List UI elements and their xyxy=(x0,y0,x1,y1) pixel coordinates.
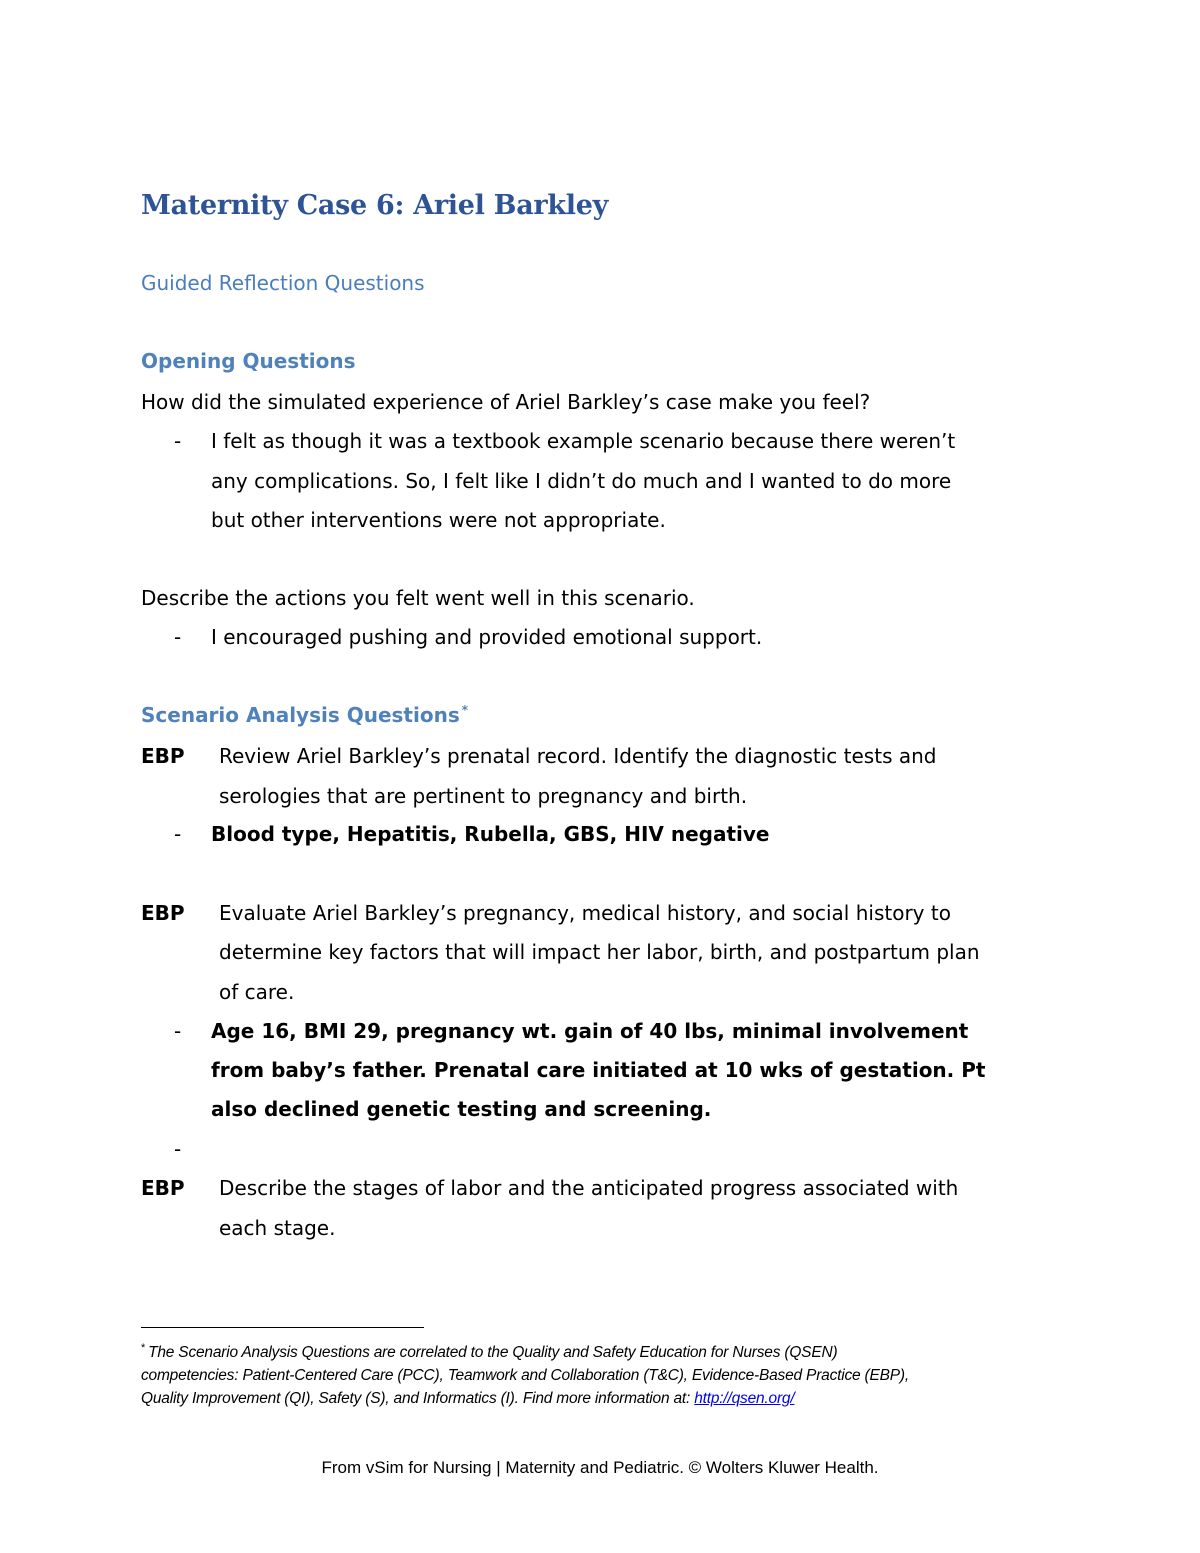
ebp-item-2-answer-line: from baby’s father. Prenatal care initiated at 10 wks of gestation. Pt xyxy=(211,1058,986,1082)
ebp-item-1-line: Review Ariel Barkley’s prenatal record. Identify the diagnostic tests and xyxy=(219,744,937,768)
analysis-heading-text: Scenario Analysis Questions xyxy=(141,703,460,727)
ebp-label: EBP xyxy=(141,901,185,925)
footnote-mark: * xyxy=(141,1341,146,1354)
ebp-item-2-line: of care. xyxy=(219,980,295,1004)
bullet-dash-empty: - xyxy=(174,1137,182,1161)
ebp-item-2-answer-line: also declined genetic testing and screening. xyxy=(211,1097,712,1121)
footnote-line: competencies: Patient-Centered Care (PCC), Teamwork and Collaboration (T&C), Evidence-Based Practice (EBP), xyxy=(141,1367,909,1384)
answer-1-line: I felt as though it was a textbook example scenario because there weren’t xyxy=(211,429,956,453)
footnote-reference[interactable]: * xyxy=(461,703,469,718)
opening-question-2: Describe the actions you felt went well in this scenario. xyxy=(141,586,695,610)
ebp-item-3-line: each stage. xyxy=(219,1216,336,1240)
bullet-dash: - xyxy=(174,625,182,649)
bullet-dash: - xyxy=(174,822,182,846)
opening-question-1: How did the simulated experience of Ariel Barkley’s case make you feel? xyxy=(141,390,871,414)
bullet-dash: - xyxy=(174,429,182,453)
footnote-line xyxy=(141,1387,794,1410)
ebp-item-1-answer: Blood type, Hepatitis, Rubella, GBS, HIV negative xyxy=(211,822,770,846)
qsen-link[interactable]: http://qsen.org/ xyxy=(694,1390,795,1407)
ebp-label: EBP xyxy=(141,744,185,768)
ebp-item-2-answer-line: Age 16, BMI 29, pregnancy wt. gain of 40 lbs, minimal involvement xyxy=(211,1019,969,1043)
footnote-text: The Scenario Analysis Questions are correlated to the Quality and Safety Education for Nurses (QSEN) xyxy=(148,1344,838,1361)
footnote-divider xyxy=(141,1327,424,1328)
ebp-item-3-line: Describe the stages of labor and the anticipated progress associated with xyxy=(219,1176,959,1200)
opening-heading: Opening Questions xyxy=(141,349,356,373)
footnote-line xyxy=(141,1341,837,1364)
analysis-heading xyxy=(141,703,468,727)
ebp-item-1-line: serologies that are pertinent to pregnancy and birth. xyxy=(219,784,748,808)
answer-1-line: but other interventions were not appropriate. xyxy=(211,508,666,532)
ebp-item-2-line: determine key factors that will impact her labor, birth, and postpartum plan xyxy=(219,940,980,964)
subtitle: Guided Reflection Questions xyxy=(141,271,425,295)
footnote-text: Quality Improvement (QI), Safety (S), and Informatics (I). Find more information at: xyxy=(141,1390,695,1407)
bullet-dash: - xyxy=(174,1019,182,1043)
page-footer: From vSim for Nursing | Maternity and Pediatric. © Wolters Kluwer Health. xyxy=(321,1458,879,1477)
ebp-item-2-line: Evaluate Ariel Barkley’s pregnancy, medical history, and social history to xyxy=(219,901,951,925)
answer-2: I encouraged pushing and provided emotional support. xyxy=(211,625,763,649)
answer-1-line: any complications. So, I felt like I didn’t do much and I wanted to do more xyxy=(211,469,952,493)
ebp-label: EBP xyxy=(141,1176,185,1200)
page-title: Maternity Case 6: Ariel Barkley xyxy=(141,190,608,221)
